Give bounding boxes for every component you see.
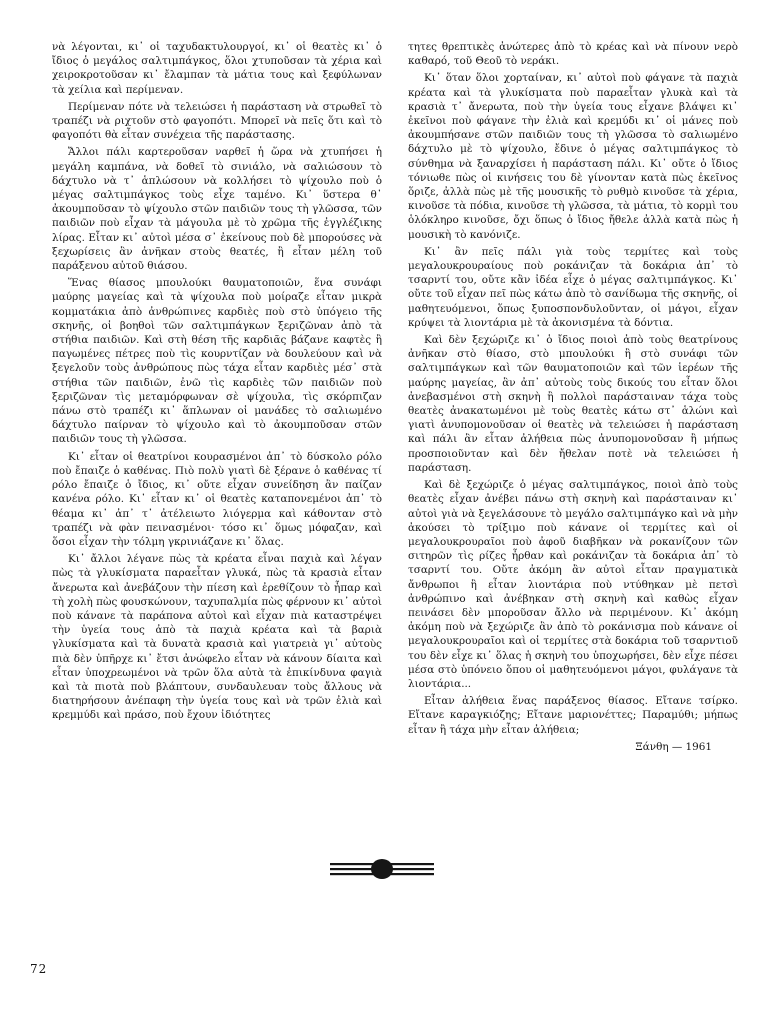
paragraph: Κι᾿ ἂν πεῖς πάλι γιὰ τοὺς τερμίτες καὶ τοὺς μεγαλουκρουραίους ποὺ ροκάνιζαν τὰ δοκάρια ἀπ᾿ τὸ τσαρντί του, οὔτε κἂν ἰδέα εἶχε ὁ μέγας σαλτιμπάγκος. Κι᾿ οὔτε τοῦ εἶχαν πεῖ πὼς κάτω ἀπὸ τὸ σανίδωμα τῆς σκηνῆς, οἱ μαθητευόμενοι, ὅπως ξυποσπονδυλοῦνταν, οἱ μάγοι, εἶχαν κρύψει τὰ λιοντάρια μὲ τὰ ἀκονισμένα τὰ δόντια.	[408, 245, 738, 329]
paragraph: Καὶ δὲ ξεχώριζε ὁ μέγας σαλτιμπάγκος, ποιοὶ ἀπὸ τοὺς θεατὲς εἶχαν ἀνέβει πάνω στὴ σκηνὴ καὶ παράσταιναν κι᾿ αὐτοὶ γιὰ νὰ ξεγελάσουνε τὸ μεγάλο σαλτιμπάγκο καὶ νὰ μὴν ἀκούσει τὸ τρίξιμο ποὺ κάνανε οἱ τερμίτες καὶ οἱ μεγαλουκρουραῖοι ποὺ ἀφοῦ διαβῆκαν νὰ ροκανίζουν τῶν σιτηρῶν τὶς ρίζες ἦρθαν καὶ ροκάνιζαν τὰ δοκάρια ἀπ᾿ τὸ τσαρντί του. Οὔτε ἀκόμη ἂν αὐτοὶ εἶταν πραγματικὰ ἄνθρωποι ἢ εἶταν λιοντάρια ποὺ ντύθηκαν μὲ πετσὶ ἀνθρώπινο καὶ ἀνέβηκαν στὴ σκηνὴ καὶ καθὼς εἶχαν πεινάσει δὲν μποροῦσαν ἄλλο νὰ περιμένουν. Κι᾿ ἀκόμη ἀκόμη ποὺ νὰ ξεχώριζε ἂν ἀπὸ τὸ ροκάνισμα ποὺ κάνανε οἱ μεγαλουκρουραῖοι καὶ οἱ τερμίτες στὰ δοκάρια τοῦ τσαρντιοῦ του δὲν εἶχε κι᾿ ὅλας ἡ σκηνὴ του ὑποχωρήσει, δὲν εἶχε πέσει μέσα στὸ ὑπόνειο ὅπου οἱ μαθητευόμενοι μάγοι, φυλάγανε τὰ λιοντάρια...	[408, 479, 738, 690]
paragraph: Ἄλλοι πάλι καρτεροῦσαν ναρθεῖ ἡ ὥρα νὰ χτυπήσει ἡ μεγάλη καμπάνα, νὰ δοθεῖ τὸ σινιάλο, νὰ σαλιώσουν τὸ δάχτυλο νὰ τ᾿ ἁπλώσουν νὰ κολλήσει τὸ ψίχουλο ποὺ ὁ μέγας σαλτιμπάγκος τοὺς εἶχε ταμένο. Κι᾿ ὕστερα θ᾿ ἀκουμποῦσαν τὸ ψίχουλο στῶν παιδιῶν τους τὴ γλῶσσα, τῶν παιδιῶν ποὺ εἶχαν τὰ μάγουλα μὲ τὸ χρῶμα τῆς ἐγγλέζικης λίρας. Εἶταν κι᾿ αὐτοὶ μέσα σ᾿ ἐκείνους ποὺ δὲ μπορούσες νὰ ξεχωρίσεις ἂν ἀνῆκαν στοὺς θεατές, ἢ εἶταν μέλη τοῦ παράξενου αὐτοῦ θιάσου.	[52, 146, 382, 273]
paragraph: Κι᾿ εἶταν οἱ θεατρίνοι κουρασμένοι ἀπ᾿ τὸ δύσκολο ρόλο ποὺ ἔπαιζε ὁ καθένας. Πιὸ πολὺ γιατὶ δὲ ξέρανε ὁ καθένας τί ρόλο ἔπαιζε ὁ ἴδιος, κι᾿ οὔτε εἶχαν συνείδηση ἂν παίζαν κανένα ρόλο. Κι᾿ εἶταν κι᾿ οἱ θεατὲς καταπονεμένοι ἀπ᾿ τὸ θέαμα κι᾿ ἀπ᾿ τ᾿ ἀτέλειωτο λιόγερμα καὶ κάθονταν στὸ τραπέζι νὰ φὰν πεινασμένοι· τόσο κι᾿ ὅμως μόφαζαν, καὶ ὅσοι εἶχαν τὴν τόλμη γκρινιάζανε κι᾿ ὅλας.	[52, 450, 382, 548]
page-number: 72	[30, 962, 48, 976]
paragraph: Ἕνας θίασος μπουλούκι θαυματοποιῶν, ἕνα συνάφι μαύρης μαγείας καὶ τὰ ψίχουλα ποὺ μοίραζε εἶταν μικρὰ κομματάκια ἀπὸ ἀνθρώπινες καρδιὲς ποὺ στὸ ὑπόγειο τῆς σκηνῆς, οἱ βοηθοὶ τῶν σαλτιμπάγκων ξεριζῶναν ἀπὸ τὰ στήθια παιδιῶν. Καὶ στὴ θέση τῆς καρδιᾶς βάζανε καφτὲς ἢ παγωμένες πέτρες ποὺ τὶς κουρντίζαν νὰ δουλεύουν καὶ νὰ ξεγελοῦν τοὺς ἀνθρώπους πὼς τάχα εἶταν καρδιὲς μέσ᾿ στὰ στήθια τῶν παιδιῶν, ἐνῶ τὶς καρδιὲς τῶν παιδιῶν ποὺ ξεριζῶναν τὶς μεταμόρφωναν σὲ ψίχουλα, τὶς σκόρπιζαν πάνω στὸ τραπέζι κι᾿ ἅπλωναν οἱ μανάδες τὸ σαλιωμένο δάχτυλο παίρναν τὸ ψίχουλο καὶ τὸ ἀκουμποῦσαν στῶν παιδιῶν τους τὴ γλῶσσα.	[52, 277, 382, 446]
paragraph: Εἶταν ἀλήθεια ἕνας παράξενος θίασος. Εἴτανε τσίρκο. Εἴτανε καραγκιόζης; Εἴτανε μαριονέττες; Παραμύθι; μήπως εἶταν ἢ τάχα μὴν εἶταν ἀλήθεια;	[408, 695, 738, 736]
signature-place-date: Ξάνθη — 1961	[635, 740, 712, 753]
text-column-right	[408, 40, 738, 754]
text-column-left	[52, 40, 382, 726]
ornament-divider-icon	[330, 858, 434, 880]
paragraph: Κι᾿ ἄλλοι λέγανε πὼς τὰ κρέατα εἶναι παχιὰ καὶ λέγαν πὼς τὰ γλυκίσματα παραεἶταν γλυκά, πὼς τὰ κρασιὰ εἶταν ἄνερωτα καὶ ἀνεβάζουν τὴν πίεση καὶ ἐρεθίζουν τὸ ἧπαρ καὶ τὴ χολὴ πὼς φουσκώνουν, ταχυπαλμία πὼς φέρνουν κι᾿ αὐτοὶ ποὺ κάνανε τὰ παράπονα αὐτοὶ καὶ εἶχαν πιὰ καταστρέψει τὴν ὑγεία τους ἀπὸ τὰ παχιὰ κρέατα καὶ τὰ βαριὰ γλυκίσματα καὶ τὰ δυνατὰ κρασιὰ καὶ γιατρειὰ γι᾿ αὐτοὺς πιὰ δὲν ὑπῆρχε κι᾿ ἔτσι ἀνώφελο εἶταν νὰ κάνουν δίαιτα καὶ εἶταν ὑποχρεωμένοι νὰ τρῶν ὅλα αὐτὰ τὰ ἐπικίνδυνα φαγιὰ καὶ τὰ πιοτὰ ποὺ βλάπτουν, συνδαυλευαν τοὺς ἄλλους νὰ διατηρήσουν ἀνέπαφη τὴν ὑγεία τους καὶ νὰ τρῶν ἐλιὰ καὶ κρεμμύδι καὶ πράσο, ποὺ ἔχουν ἰδιότητες	[52, 553, 382, 722]
paragraph: Καὶ δὲν ξεχώριζε κι᾿ ὁ ἴδιος ποιοὶ ἀπὸ τοὺς θεατρίνους ἀνῆκαν στὸ θίασο, στὸ μπουλούκι ἢ στὸ συνάφι τῶν σαλτιμπάγκων καὶ τῶν θαυματοποιῶν καὶ τῶν ἱερέων τῆς μαύρης μαγείας, ἂν ἀπ᾿ αὐτοὺς τοὺς δικούς του εἶταν ὅλοι ἀνεβασμένοι στὴ σκηνὴ ἢ πολλοὶ παράσταιναν τάχα τοὺς θεατὲς ἀνακατωμένοι μὲ τοὺς θεατὲς κάτω στ᾿ ἁλώνι καὶ γιατὶ ἀνυπομονοῦσαν οἱ θεατὲς νὰ τελειώσει ἡ παράσταση καὶ πάλι ἂν εἶταν ἀλήθεια πὼς ἀνυπομονοῦσαν ἢ μήπως προσποιοῦνταν καὶ δὲν ἤθελαν ποτὲ νὰ τελειώσει ἡ παράσταση.	[408, 334, 738, 474]
paragraph: Περίμεναν πότε νὰ τελειώσει ἡ παράσταση νὰ στρωθεῖ τὸ τραπέζι νὰ ριχτοῦν στὸ φαγοπότι. Μπορεῖ νὰ πεῖς ὅτι καὶ τὸ φαγοπότι θὰ εἶταν συνέχεια τῆς παράστασης.	[52, 100, 382, 142]
paragraph: τητες θρεπτικὲς ἀνώτερες ἀπὸ τὸ κρέας καὶ νὰ πίνουν νερὸ καθαρό, τοῦ Θεοῦ τὸ νεράκι.	[408, 41, 738, 68]
paragraph: Κι᾿ ὅταν ὅλοι χορταίναν, κι᾿ αὐτοὶ ποὺ φάγανε τὰ παχιὰ κρέατα καὶ τὰ γλυκίσματα ποὺ παραεἶταν γλυκὰ καὶ τὰ κρασιὰ τ᾿ ἄνερωτα, ποὺ τὴν ὑγεία τους εἶχανε βλάψει κι᾿ ἐκεῖνοι ποὺ φάγανε τὴν ἐλιὰ καὶ κρεμύδι κι᾿ οἱ μάνες ποὺ ἀκουμπήσανε στῶν παιδιῶν τους τὴ γλῶσσα τὸ σαλιωμένο δάχτυλο μὲ τὸ ψίχουλο, ἔδινε ὁ μέγας σαλτιμπάγκος τὸ σύνθημα νὰ ξαναρχίσει ἡ παράσταση πάλι. Κι᾿ οὔτε ὁ ἴδιος τόνιωθε πὼς οἱ κινήσεις του δὲ γίνονταν κατὰ πὼς ἐκεῖνος ὅριζε, ἀλλὰ πὼς μὲ τῆς μουσικῆς τὸ ρυθμὸ κινοῦσε τὰ χέρια, κινοῦσε τὰ πόδια, κινοῦσε τὴ γλῶσσα, τὰ μάτια, τὸ κορμὶ του ὁλόκληρο κινοῦσε, ὄχι ὅπως ὁ ἴδιος ἤθελε ἀλλὰ κατὰ πὼς ἡ μουσικὴ τὸ κανόνιζε.	[408, 72, 738, 241]
paragraph: νὰ λέγονται, κι᾿ οἱ ταχυδακτυλουργοί, κι᾿ οἱ θεατὲς κι᾿ ὁ ἴδιος ὁ μεγάλος σαλτιμπάγκος, ὅλοι χτυποῦσαν τὰ χέρια καὶ χειροκροτοῦσαν κι᾿ ἔλαμπαν τὰ μάτια τους καὶ ξεφύλωναν τὰ χείλια καὶ περίμεναν.	[52, 41, 382, 96]
